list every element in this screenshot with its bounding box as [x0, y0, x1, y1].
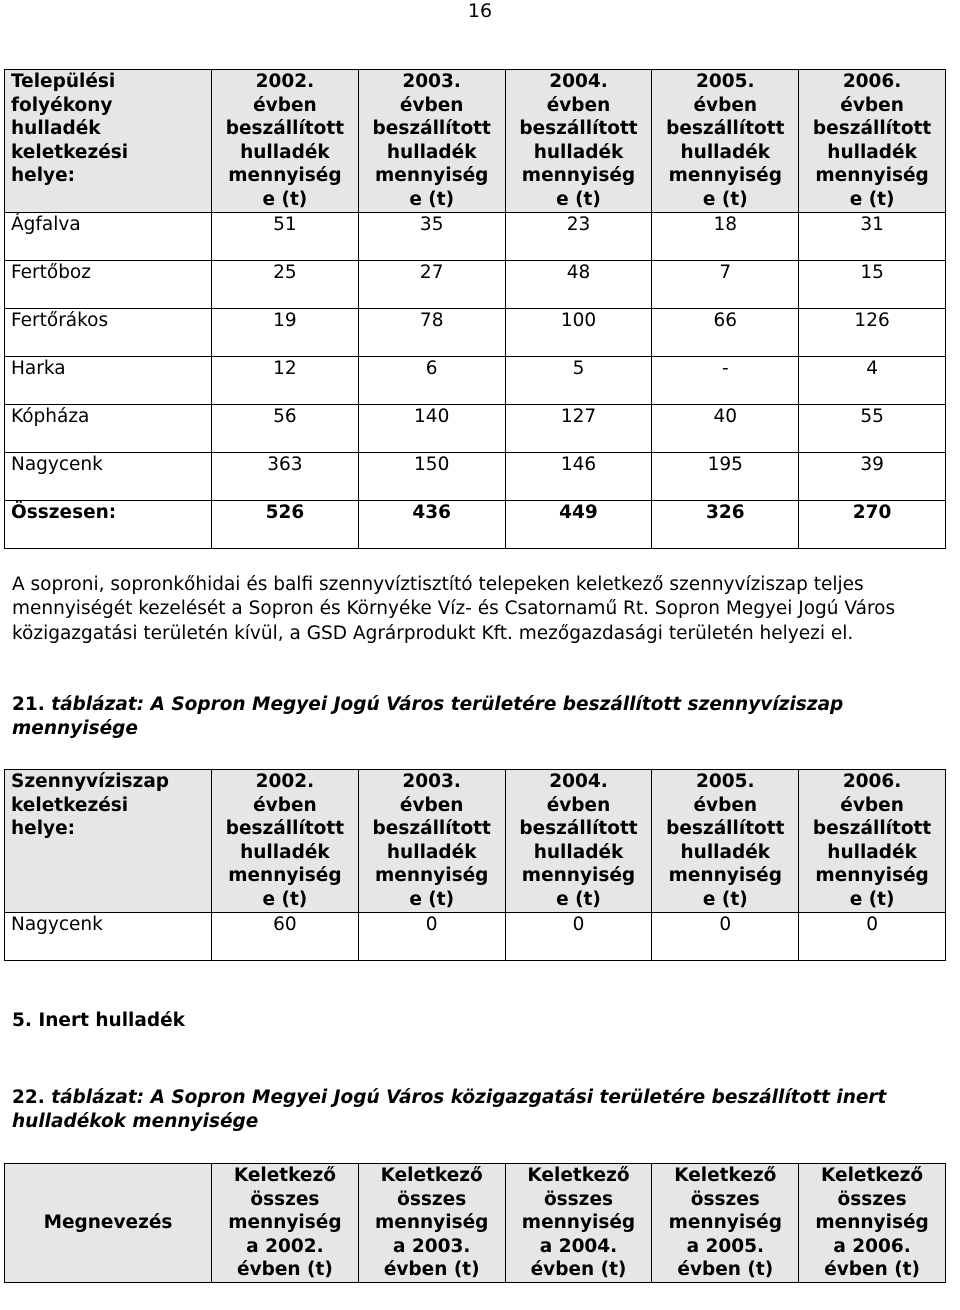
table-inert-waste — [4, 1163, 946, 1283]
header-year-2005: Keletkező összes mennyiség a 2005. évben (t) — [652, 1164, 799, 1283]
table-cell: 27 — [358, 260, 505, 308]
table-liquid-waste — [4, 69, 946, 549]
table-cell: 5 — [505, 356, 652, 404]
row-location: Fertőrákos — [5, 308, 212, 356]
header-location: Települési folyékony hulladék keletkezési helye: — [5, 70, 212, 213]
header-year-2002: 2002. évben beszállított hulladék mennyiség e (t) — [212, 70, 359, 213]
table-cell: 195 — [652, 452, 799, 500]
table-cell: 78 — [358, 308, 505, 356]
table-cell: 150 — [358, 452, 505, 500]
header-year-2004: Keletkező összes mennyiség a 2004. évben (t) — [505, 1164, 652, 1283]
header-year-2006: 2006. évben beszállított hulladék mennyiség e (t) — [799, 70, 946, 213]
table-cell: 7 — [652, 260, 799, 308]
table-cell: 15 — [799, 260, 946, 308]
header-location: Szennyvíziszap keletkezési helye: — [5, 770, 212, 913]
table-cell: 55 — [799, 404, 946, 452]
table-cell: 0 — [799, 912, 946, 960]
row-location: Nagycenk — [5, 912, 212, 960]
header-year-2002: 2002. évben beszállított hulladék mennyiség e (t) — [212, 770, 359, 913]
table-caption-22: 22. táblázat: A Sopron Megyei Jogú Város közigazgatási területére beszállított inert hulladékok mennyisége — [12, 1087, 887, 1132]
row-total-label: Összesen: — [5, 500, 212, 548]
table-sludge — [4, 769, 946, 961]
table-row — [5, 912, 946, 960]
table-cell: 18 — [652, 212, 799, 260]
header-year-2005: 2005. évben beszállított hulladék mennyiség e (t) — [652, 70, 799, 213]
table-cell: 270 — [799, 500, 946, 548]
header-year-2003: Keletkező összes mennyiség a 2003. évben (t) — [358, 1164, 505, 1283]
table-cell: 31 — [799, 212, 946, 260]
page-number: 16 — [467, 0, 493, 22]
table-row — [5, 308, 946, 356]
header-year-2003: 2003. évben beszállított hulladék mennyiség e (t) — [358, 70, 505, 213]
table-cell: 146 — [505, 452, 652, 500]
table-cell: 35 — [358, 212, 505, 260]
row-location: Fertőboz — [5, 260, 212, 308]
header-year-2004: 2004. évben beszállított hulladék mennyiség e (t) — [505, 770, 652, 913]
table-cell: 4 — [799, 356, 946, 404]
table-total-row — [5, 500, 946, 548]
table-header-row — [5, 70, 946, 213]
body-paragraph: A soproni, sopronkőhidai és balfi szennyvíztisztító telepeken keletkező szennyvíziszap teljes mennyiségét kezelését a Sopron és Környéke Víz- és Csatornamű Rt. Sopron Megyei Jogú Város közigazgatási területén kívül, a GSD Agrárprodukt Kft. mezőgazdasági területén helyezi el. — [12, 574, 896, 644]
table-header-row — [5, 770, 946, 913]
table-row — [5, 212, 946, 260]
table-cell: 39 — [799, 452, 946, 500]
header-year-2004: 2004. évben beszállított hulladék mennyiség e (t) — [505, 70, 652, 213]
table-cell: 0 — [652, 912, 799, 960]
table-row — [5, 404, 946, 452]
table-cell: 326 — [652, 500, 799, 548]
table-cell: 56 — [212, 404, 359, 452]
header-name: Megnevezés — [5, 1164, 212, 1283]
table-cell: 40 — [652, 404, 799, 452]
table-cell: 23 — [505, 212, 652, 260]
table-cell: 140 — [358, 404, 505, 452]
table-cell: 66 — [652, 308, 799, 356]
table-cell: 12 — [212, 356, 359, 404]
table-caption-21: 21. táblázat: A Sopron Megyei Jogú Város területére beszállított szennyvíziszap mennyisége — [12, 694, 844, 739]
table-cell: 0 — [358, 912, 505, 960]
table-cell: 51 — [212, 212, 359, 260]
header-year-2006: 2006. évben beszállított hulladék mennyiség e (t) — [799, 770, 946, 913]
table-cell: 363 — [212, 452, 359, 500]
table-row — [5, 260, 946, 308]
section-heading: 5. Inert hulladék — [12, 1010, 185, 1031]
header-year-2002: Keletkező összes mennyiség a 2002. évben (t) — [212, 1164, 359, 1283]
table-header-row — [5, 1164, 946, 1283]
table-cell: 60 — [212, 912, 359, 960]
table-cell: - — [652, 356, 799, 404]
table-cell: 526 — [212, 500, 359, 548]
table-cell: 25 — [212, 260, 359, 308]
table-cell: 436 — [358, 500, 505, 548]
table-cell: 126 — [799, 308, 946, 356]
header-year-2003: 2003. évben beszállított hulladék mennyiség e (t) — [358, 770, 505, 913]
table-cell: 127 — [505, 404, 652, 452]
header-year-2006: Keletkező összes mennyiség a 2006. évben (t) — [799, 1164, 946, 1283]
table-cell: 449 — [505, 500, 652, 548]
row-location: Ágfalva — [5, 212, 212, 260]
row-location: Kópháza — [5, 404, 212, 452]
row-location: Harka — [5, 356, 212, 404]
table-row — [5, 356, 946, 404]
header-year-2005: 2005. évben beszállított hulladék mennyiség e (t) — [652, 770, 799, 913]
row-location: Nagycenk — [5, 452, 212, 500]
table-cell: 100 — [505, 308, 652, 356]
table-cell: 48 — [505, 260, 652, 308]
table-cell: 6 — [358, 356, 505, 404]
table-row — [5, 452, 946, 500]
table-cell: 0 — [505, 912, 652, 960]
table-cell: 19 — [212, 308, 359, 356]
